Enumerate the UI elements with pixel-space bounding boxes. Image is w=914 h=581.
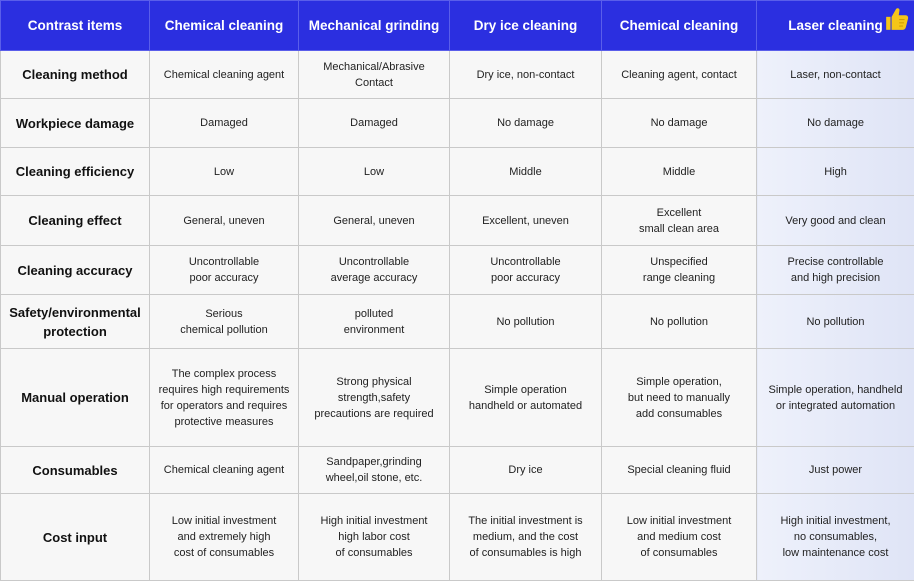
table-cell: Chemical cleaning agent [150, 51, 299, 99]
row-label: Manual operation [1, 349, 150, 447]
table-cell: No pollution [450, 295, 602, 349]
table-row [1, 246, 914, 295]
table-cell: The initial investment is medium, and the cost of consumables is high [450, 494, 602, 581]
header-laser-label: Laser cleaning [788, 18, 883, 33]
table-cell: Simple operation handheld or automated [450, 349, 602, 447]
table-cell: The complex process requires high requirements for operators and requires protective measures [150, 349, 299, 447]
table-cell: Dry ice, non-contact [450, 51, 602, 99]
table-cell: General, uneven [150, 196, 299, 246]
table-row [1, 99, 914, 148]
table-cell: No damage [602, 99, 757, 148]
table-cell: Chemical cleaning agent [150, 447, 299, 494]
table-cell: Uncontrollable poor accuracy [150, 246, 299, 295]
header-col-chemical-cleaning-2: Chemical cleaning [602, 1, 757, 51]
table-row [1, 494, 914, 581]
table-row [1, 349, 914, 447]
table-cell: Sandpaper,grinding wheel,oil stone, etc. [299, 447, 450, 494]
table-row [1, 447, 914, 494]
table-row [1, 51, 914, 99]
table-cell: Uncontrollable average accuracy [299, 246, 450, 295]
table-cell: High initial investment, no consumables, low maintenance cost [757, 494, 914, 581]
header-col-chemical-cleaning: Chemical cleaning [150, 1, 299, 51]
table-cell: Uncontrollable poor accuracy [450, 246, 602, 295]
row-label: Cleaning method [1, 51, 150, 99]
table-cell: Laser, non-contact [757, 51, 914, 99]
table-cell: polluted environment [299, 295, 450, 349]
table-cell: Low [299, 148, 450, 196]
header-col-laser-cleaning [757, 1, 914, 51]
table-cell: Middle [602, 148, 757, 196]
table-row [1, 196, 914, 246]
table-cell: Mechanical/Abrasive Contact [299, 51, 450, 99]
table-cell: Excellent small clean area [602, 196, 757, 246]
table-cell: Damaged [299, 99, 450, 148]
row-label: Cleaning effect [1, 196, 150, 246]
table-cell: Middle [450, 148, 602, 196]
row-label: Cleaning efficiency [1, 148, 150, 196]
header-col-dry-ice-cleaning: Dry ice cleaning [450, 1, 602, 51]
row-label: Cost input [1, 494, 150, 581]
table-cell: No pollution [757, 295, 914, 349]
table-cell: Simple operation, handheld or integrated automation [757, 349, 914, 447]
table-cell: Dry ice [450, 447, 602, 494]
table-cell: No damage [757, 99, 914, 148]
table-cell: No pollution [602, 295, 757, 349]
table-cell: Just power [757, 447, 914, 494]
table-cell: Very good and clean [757, 196, 914, 246]
table-cell: High [757, 148, 914, 196]
table-cell: Serious chemical pollution [150, 295, 299, 349]
table-row [1, 295, 914, 349]
table-cell: No damage [450, 99, 602, 148]
table-cell: Unspecified range cleaning [602, 246, 757, 295]
row-label: Cleaning accuracy [1, 246, 150, 295]
table-row [1, 148, 914, 196]
thumbs-up-icon [884, 6, 910, 32]
table-cell: Damaged [150, 99, 299, 148]
table-cell: Low initial investment and medium cost of consumables [602, 494, 757, 581]
table-cell: Low initial investment and extremely high cost of consumables [150, 494, 299, 581]
header-row-label: Contrast items [1, 1, 150, 51]
table-cell: Low [150, 148, 299, 196]
row-label: Consumables [1, 447, 150, 494]
table-cell: Strong physical strength,safety precautions are required [299, 349, 450, 447]
row-label: Workpiece damage [1, 99, 150, 148]
table-cell: Cleaning agent, contact [602, 51, 757, 99]
table-cell: General, uneven [299, 196, 450, 246]
table-cell: Excellent, uneven [450, 196, 602, 246]
row-label: Safety/environmental protection [1, 295, 150, 349]
header-row [1, 1, 914, 51]
header-col-mechanical-grinding: Mechanical grinding [299, 1, 450, 51]
table-cell: Precise controllable and high precision [757, 246, 914, 295]
table-cell: Simple operation, but need to manually add consumables [602, 349, 757, 447]
table-cell: High initial investment high labor cost of consumables [299, 494, 450, 581]
table-cell: Special cleaning fluid [602, 447, 757, 494]
